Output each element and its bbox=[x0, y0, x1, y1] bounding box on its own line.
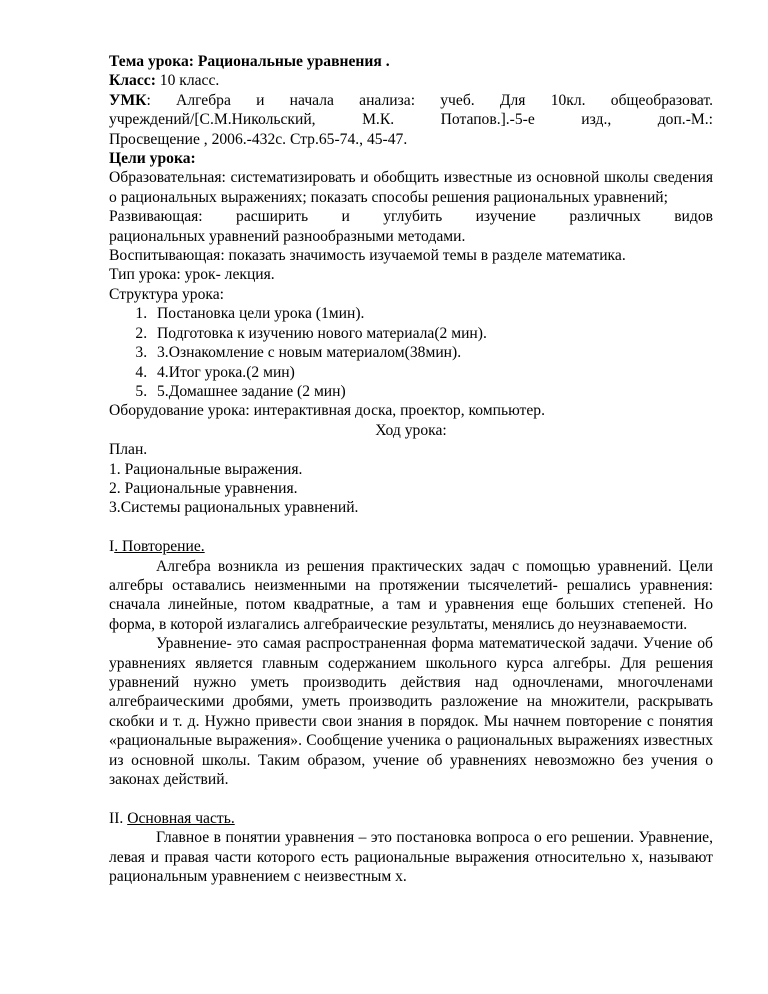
goal-educational: Образовательная: систематизировать и обобщить известные из основной школы сведения о рациональных выражениях; показать способы решения рациональных уравнений; bbox=[109, 169, 713, 206]
class-label: Класс: bbox=[109, 72, 156, 90]
lesson-topic: Тема урока: Рациональные уравнения . bbox=[109, 53, 390, 70]
structure-list bbox=[109, 304, 713, 401]
list-item: 2. Подготовка к изучению нового материала(2 мин). bbox=[151, 324, 713, 343]
plan-item: 3.Системы рациональных уравнений. bbox=[109, 499, 359, 517]
section-2-title: Основная часть. bbox=[127, 809, 235, 827]
plan-heading: План. bbox=[109, 441, 148, 459]
equipment-line: Оборудование урока: интерактивная доска, проектор, компьютер. bbox=[109, 402, 545, 420]
section-2-number: II. bbox=[109, 809, 128, 827]
section-2-paragraph-1: Главное в понятии уравнения – это постановка вопроса о его решении. Уравнение, левая и правая части которого есть рациональные выражения относительно х, называют рациональным уравнением с неизвестным х. bbox=[109, 829, 713, 886]
list-item: 5. 5.Домашнее задание (2 мин) bbox=[151, 382, 713, 401]
list-item: 3. 3.Ознакомление с новым материалом(38мин). bbox=[151, 343, 713, 362]
section-1-paragraph-1: Алгебра возникла из решения практических задач с помощью уравнений. Цели алгебры оставались неизменными на протяжении тысячелетий- решались уравнения: сначала линейные, потом квадратные, а там и уравнения еще больших степеней. Но форма, в которой излагались алгебраические результаты, менялись до неузнаваемости. bbox=[109, 557, 713, 633]
goal-upbringing: Воспитывающая: показать значимость изучаемой темы в разделе математика. bbox=[109, 247, 626, 265]
section-2-heading bbox=[109, 809, 713, 828]
spacer bbox=[109, 518, 713, 537]
goals-heading: Цели урока: bbox=[109, 150, 196, 168]
plan-item: 2. Рациональные уравнения. bbox=[109, 479, 298, 497]
lesson-course-heading: Ход урока: bbox=[375, 421, 447, 439]
list-item: 1. Постановка цели урока (1мин). bbox=[151, 304, 713, 323]
umk-label: УМК bbox=[109, 91, 147, 109]
structure-heading: Структура урока: bbox=[109, 285, 224, 303]
umk-line-2: учреждений/[С.М.Никольский, М.К. Потапов.].-5-е изд., доп.-М.: bbox=[109, 111, 713, 129]
umk-text-1: : Алгебра и начала анализа: учеб. Для 10кл. общеобразоват. bbox=[146, 91, 713, 109]
plan-item: 1. Рациональные выражения. bbox=[109, 460, 303, 478]
section-1-title: . Повторение. bbox=[114, 538, 205, 556]
class-line bbox=[109, 71, 713, 90]
section-1-heading bbox=[109, 537, 713, 556]
umk-line-3: Просвещение , 2006.-432с. Стр.65-74., 45-47. bbox=[109, 130, 408, 148]
class-value: 10 класс. bbox=[155, 72, 220, 90]
spacer bbox=[109, 789, 713, 808]
list-item: 4. 4.Итог урока.(2 мин) bbox=[151, 363, 713, 382]
document-page bbox=[109, 52, 713, 886]
section-1-number: I bbox=[109, 538, 115, 556]
umk-line-1 bbox=[109, 91, 713, 110]
goal-developing-line-2: рациональных уравнений разнообразными методами. bbox=[109, 227, 466, 245]
goal-developing-line-1: Развивающая: расширить и углубить изучение различных видов bbox=[109, 208, 713, 226]
section-1-paragraph-2: Уравнение- это самая распространенная форма математической задачи. Учение об уравнениях является главным содержанием школьного курса алгебры. Для решения уравнений нужно уметь производить действия над одночленами, многочленами алгебраическими дробями, уметь производить разложение на множители, раскрывать скобки и т. д. Нужно привести свои знания в порядок. Мы начнем повторение с понятия «рациональные выражения». Сообщение ученика о рациональных выражениях известных из основной школы. Таким образом, учение об уравнениях невозможно без учения о законах действий. bbox=[109, 635, 713, 789]
lesson-type: Тип урока: урок- лекция. bbox=[109, 266, 275, 284]
